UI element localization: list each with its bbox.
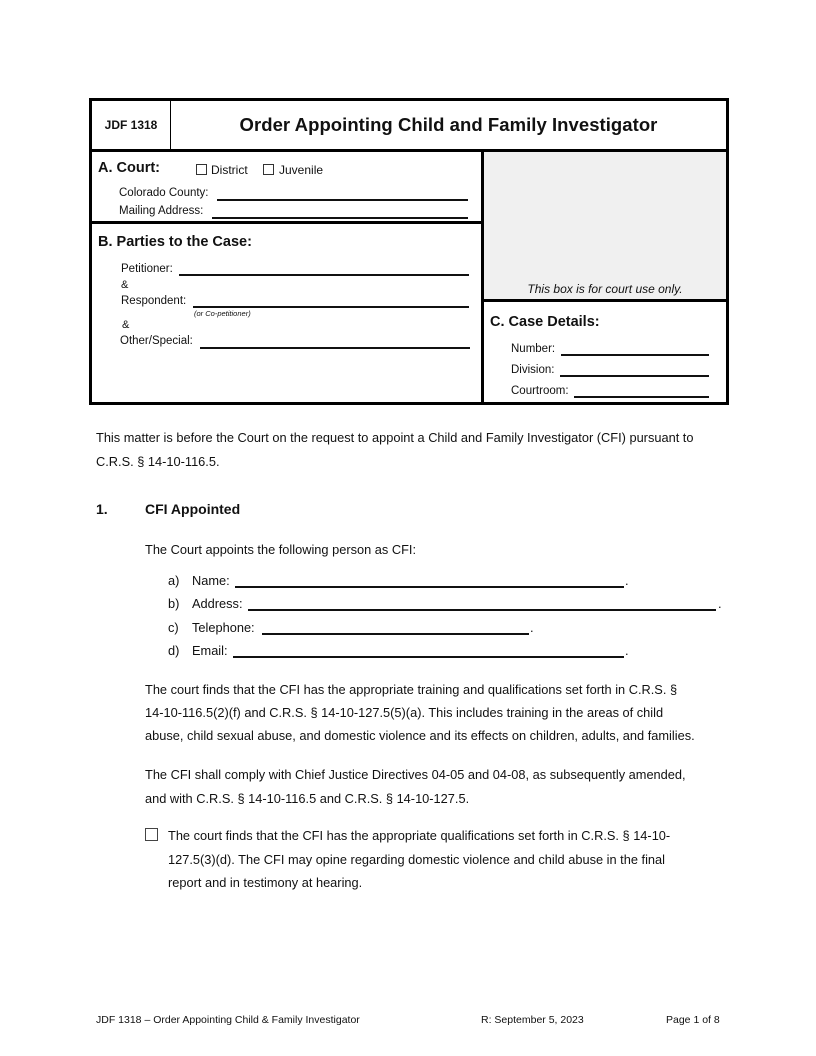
form-code: JDF 1318 xyxy=(92,101,171,149)
courtroom-field[interactable] xyxy=(574,396,709,398)
footer-form-name: JDF 1318 – Order Appointing Child & Family Investigator xyxy=(96,1014,360,1026)
domestic-violence-qualification-checkbox[interactable] xyxy=(145,828,158,841)
juvenile-checkbox[interactable] xyxy=(263,164,274,175)
form-title: Order Appointing Child and Family Investigator xyxy=(239,114,658,135)
court-use-box xyxy=(484,152,726,302)
ampersand: & xyxy=(122,319,130,331)
caption-box xyxy=(89,98,729,405)
directives-line: and with C.R.S. § 14-10-116.5 and C.R.S. § 14-10-127.5. xyxy=(145,791,470,806)
mailing-address-field[interactable] xyxy=(212,217,468,219)
petitioner-label: Petitioner: xyxy=(121,263,173,275)
item-marker: a) xyxy=(168,573,180,588)
respondent-note: (or Co-petitioner) xyxy=(194,309,251,318)
item-marker: d) xyxy=(168,643,180,658)
findings-line: The court finds that the CFI has the appropriate training and qualifications set forth in C.R.S. § xyxy=(145,682,678,697)
item-marker: c) xyxy=(168,620,179,635)
cfi-email-label: Email: xyxy=(192,643,228,658)
division-label: Division: xyxy=(511,364,555,376)
cfi-name-field[interactable] xyxy=(235,586,624,588)
appoint-lead: The Court appoints the following person as CFI: xyxy=(145,542,417,557)
case-number-label: Number: xyxy=(511,343,556,355)
respondent-field[interactable] xyxy=(193,306,469,308)
other-special-field[interactable] xyxy=(200,347,470,349)
optional-finding-line: report and in testimony at hearing. xyxy=(168,875,363,890)
ampersand: & xyxy=(121,279,129,291)
cfi-address-label: Address: xyxy=(192,596,243,611)
optional-finding-line: The court finds that the CFI has the appropriate qualifications set forth in C.R.S. § 14-10- xyxy=(168,828,671,843)
court-use-note: This box is for court use only. xyxy=(527,282,683,296)
district-label: District xyxy=(211,163,248,177)
footer-revision-date: R: September 5, 2023 xyxy=(481,1014,584,1026)
cfi-name-label: Name: xyxy=(192,573,230,588)
footer-page-number: Page 1 of 8 xyxy=(666,1014,720,1026)
mailing-address-label: Mailing Address: xyxy=(119,205,204,217)
form-header-row xyxy=(92,101,726,152)
period: . xyxy=(625,573,629,588)
optional-finding-line: 127.5(3)(d). The CFI may opine regarding domestic violence and child abuse in the final xyxy=(168,852,665,867)
district-checkbox[interactable] xyxy=(196,164,207,175)
other-special-label: Other/Special: xyxy=(120,335,193,347)
item-marker: b) xyxy=(168,596,180,611)
findings-line: abuse, child sexual abuse, and domestic violence and its effects on children, adults, and families. xyxy=(145,728,695,743)
section-number: 1. xyxy=(96,501,108,517)
cfi-telephone-label: Telephone: xyxy=(192,620,255,635)
county-field[interactable] xyxy=(217,199,468,201)
juvenile-label: Juvenile xyxy=(279,163,324,177)
findings-line: 14-10-116.5(2)(f) and C.R.S. § 14-10-127.5(5)(a). This includes training in the areas of child xyxy=(145,705,664,720)
cfi-telephone-field[interactable] xyxy=(262,633,529,635)
cfi-address-field[interactable] xyxy=(248,609,716,611)
directives-line: The CFI shall comply with Chief Justice Directives 04-05 and 04-08, as subsequently amended, xyxy=(145,767,686,782)
intro-line-1: This matter is before the Court on the request to appoint a Child and Family Investigator (CFI) pursuant to xyxy=(96,430,694,445)
period: . xyxy=(530,620,534,635)
section-title: CFI Appointed xyxy=(145,501,241,517)
section-c-heading: C. Case Details: xyxy=(490,314,600,330)
period: . xyxy=(718,596,722,611)
courtroom-label: Courtroom: xyxy=(511,385,569,397)
section-b-heading: B. Parties to the Case: xyxy=(98,234,252,250)
section-divider xyxy=(92,221,481,224)
petitioner-field[interactable] xyxy=(179,274,469,276)
division-field[interactable] xyxy=(560,375,709,377)
county-label: Colorado County: xyxy=(119,187,209,199)
case-number-field[interactable] xyxy=(561,354,709,356)
period: . xyxy=(625,643,629,658)
intro-line-2: C.R.S. § 14-10-116.5. xyxy=(96,454,220,469)
cfi-email-field[interactable] xyxy=(233,656,624,658)
section-a-heading: A. Court: xyxy=(98,160,161,176)
respondent-label: Respondent: xyxy=(121,295,187,307)
